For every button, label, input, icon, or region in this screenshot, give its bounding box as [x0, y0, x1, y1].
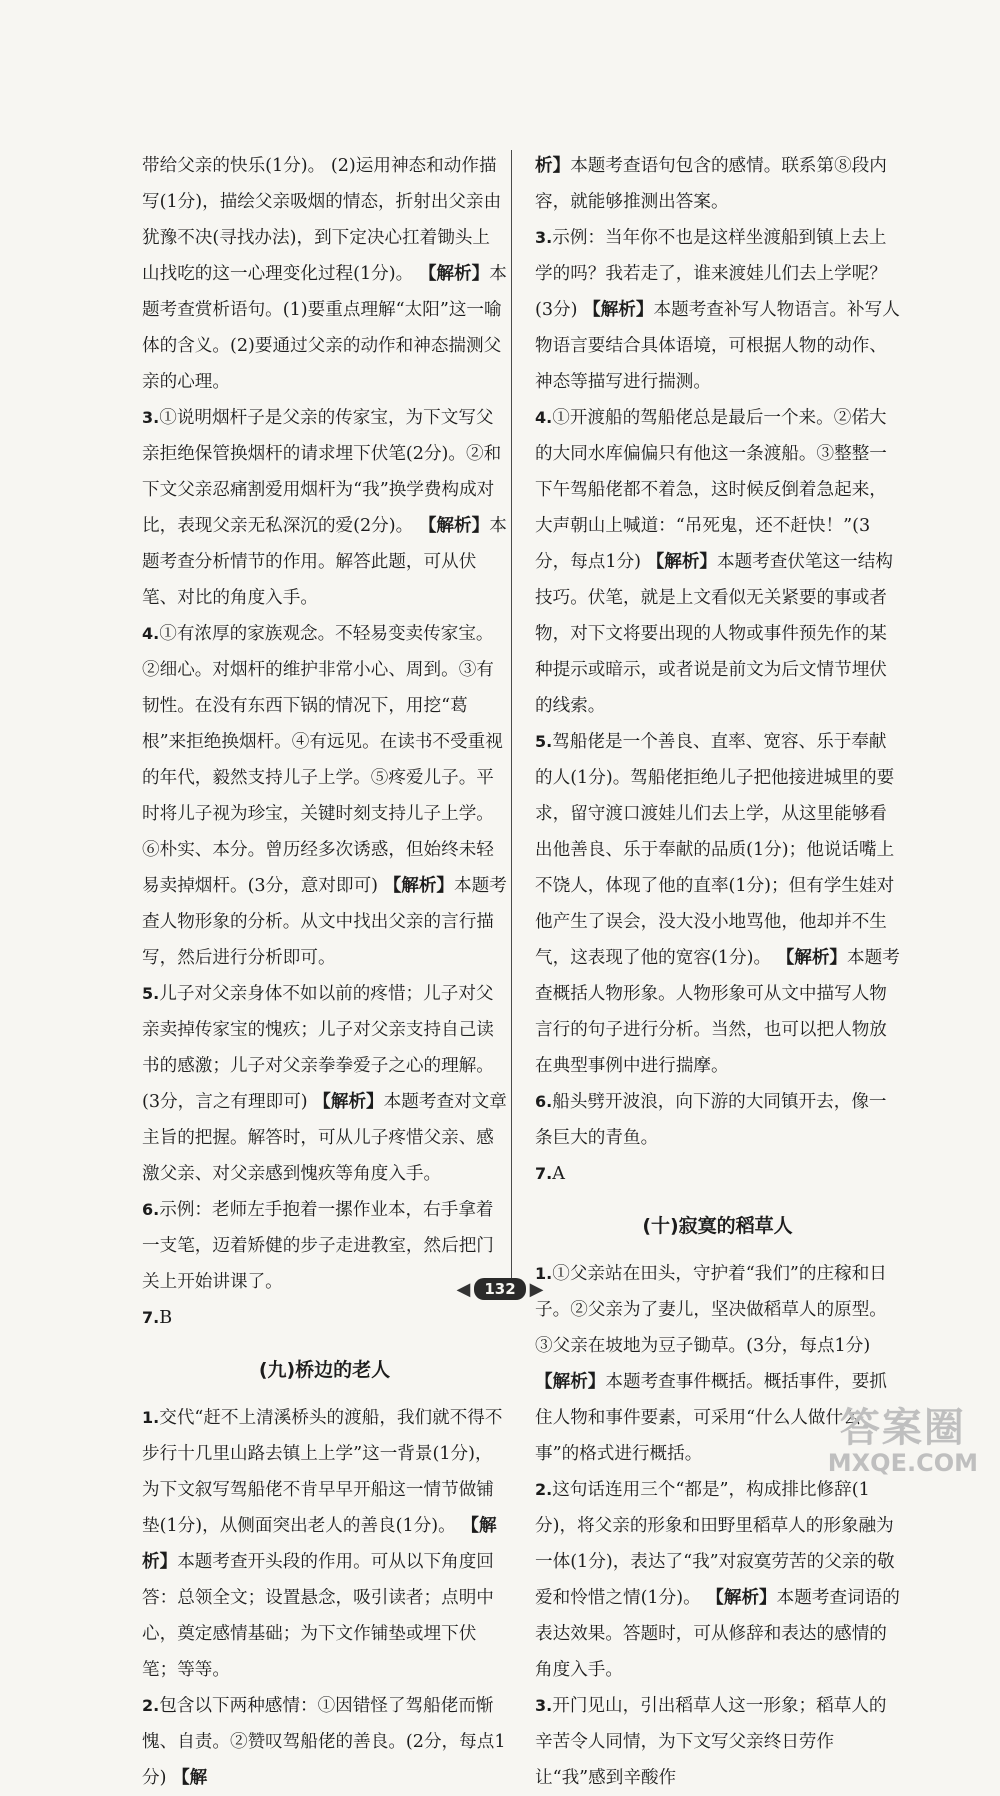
item-text: 示例：当年你不也是这样坐渡船到镇上去上学的吗？我若走了，谁来渡娃儿们去上学呢？(3分) 【解析】本题考查补写人物语言。补写人物语言要结合具体语境，可根据人物的动作、神态等描写进行揣测。 [535, 228, 900, 392]
watermark-text: 答案圈 [839, 1405, 966, 1451]
left-intro-paragraph: 带给父亲的快乐(1分)。 (2)运用神态和动作描写(1分)，描绘父亲吸烟的情态，折射出父亲由犹豫不决(寻找办法)，到下定决心扛着锄头上山找吃的这一心理变化过程(1分)。 【解析】本题考查赏析语句。(1)要重点理解“太阳”这一喻体的含义。(2)要通过父亲的动作和神态揣测父亲的心理。 [142, 156, 507, 392]
item-number: 5. [142, 984, 160, 1003]
item-text: 交代“赶不上清溪桥头的渡船，我们就不得不步行十几里山路去镇上上学”这一背景(1分)，为下文叙写驾船佬不肯早早开船这一情节做铺垫(1分)，从侧面突出老人的善良(1分)。 【解析】本题考查开头段的作用。可从以下角度回答：总领全文；设置悬念，吸引读者；点明中心，奠定感情基础；为下文作铺垫或埋下伏笔；等等。 [142, 1408, 503, 1680]
item-text: ①开渡船的驾船佬总是最后一个来。②偌大的大同水库偏偏只有他这一条渡船。③整整一下午驾船佬都不着急，这时候反倒着急起来，大声朝山上喊道：“吊死鬼，还不赶快！”(3分，每点1分) 【解析】本题考查伏笔这一结构技巧。伏笔，就是上文看似无关紧要的事或者物，对下文将要出现的人物或事件预先作的某种提示或暗示，或者说是前文为后文情节埋伏的线索。 [535, 408, 893, 716]
item-number: 4. [142, 624, 160, 643]
item-number: 6. [142, 1200, 160, 1219]
answer-item [535, 1156, 900, 1192]
analysis-tag: 【解析】 [535, 1372, 606, 1392]
section-title-9: (九)桥边的老人 [258, 1359, 391, 1381]
item-number: 5. [535, 732, 553, 751]
right-arrow-icon: ▶ [529, 1278, 544, 1300]
answer-item [142, 1300, 507, 1336]
answer-item [142, 616, 507, 976]
item-number: 2. [535, 1480, 553, 1499]
analysis-tag: 【解析】 [706, 1588, 777, 1608]
analysis-tag: 【解析】 [646, 552, 718, 572]
item-number: 6. [535, 1092, 553, 1111]
answer-item [142, 1688, 507, 1796]
item-text: 船头劈开波浪，向下游的大同镇开去，像一条巨大的青鱼。 [535, 1092, 887, 1148]
item-number: 3. [535, 1696, 553, 1715]
watermark-logo [828, 1406, 978, 1476]
analysis-tag: 【解 [172, 1768, 208, 1788]
left-column [142, 148, 507, 1796]
item-number: 1. [142, 1408, 160, 1427]
analysis-tag: 【解析】 [583, 300, 654, 320]
answer-item [142, 1400, 507, 1688]
answer-item [535, 400, 900, 724]
item-text: A [552, 1164, 565, 1184]
item-text: ①有浓厚的家族观念。不轻易变卖传家宝。②细心。对烟杆的维护非常小心、周到。③有韧性。在没有东西下锅的情况下，用挖“葛根”来拒绝换烟杆。④有远见。在读书不受重视的年代，毅然支持儿子上学。⑤疼爱儿子。平时将儿子视为珍宝，关键时刻支持儿子上学。⑥朴实、本分。曾历经多次诱惑，但始终未轻易卖掉烟杆。(3分，意对即可) 【解析】本题考查人物形象的分析。从文中找出父亲的言行描写，然后进行分析即可。 [142, 624, 507, 968]
answer-item [142, 400, 507, 616]
analysis-tag: 析】 [535, 156, 571, 176]
item-number: 2. [142, 1696, 160, 1715]
item-text: 示例：老师左手抱着一摞作业本，右手拿着一支笔，迈着矫健的步子走进教室，然后把门关上开始讲课了。 [142, 1200, 494, 1292]
item-text: 这句话连用三个“都是”，构成排比修辞(1分)，将父亲的形象和田野里稻草人的形象融为一体(1分)，表达了“我”对寂寞劳苦的父亲的敬爱和怜惜之情(1分)。 【解析】本题考查词语的表达效果。答题时，可从修辞和表达的感情的角度入手。 [535, 1480, 900, 1680]
right-column [535, 148, 900, 1796]
item-number: 7. [142, 1308, 160, 1327]
answer-item [535, 1688, 900, 1796]
answer-item [535, 1084, 900, 1156]
item-text: ①说明烟杆子是父亲的传家宝，为下文写父亲拒绝保管换烟杆的请求埋下伏笔(2分)。②和下文父亲忍痛割爱用烟杆为“我”换学费构成对比，表现父亲无私深沉的爱(2分)。 【解析】本题考查分析情节的作用。解答此题，可从伏笔、对比的角度入手。 [142, 408, 507, 608]
column-divider [511, 150, 512, 1280]
item-text: 驾船佬是一个善良、直率、宽容、乐于奉献的人(1分)。驾船佬拒绝儿子把他接进城里的要求，留守渡口渡娃儿们去上学，从这里能够看出他善良、乐于奉献的品质(1分)；他说话嘴上不饶人，体现了他的直率(1分)；但有学生娃对他产生了误会，没大没小地骂他，他却并不生气，这表现了他的宽容(1分)。 【解析】本题考查概括人物形象。人物形象可从文中描写人物言行的句子进行分析。当然，也可以把人物放在典型事例中进行揣摩。 [535, 732, 900, 1076]
item-number: 7. [535, 1164, 553, 1183]
analysis-tag: 【解析】 [313, 1092, 384, 1112]
item-number: 4. [535, 408, 553, 427]
page-number: 132 [474, 1278, 525, 1300]
analysis-tag: 【解析】 [142, 1516, 497, 1572]
item-number: 1. [535, 1264, 553, 1283]
item-text: 包含以下两种感情：①因错怪了驾船佬而惭愧、自责。②赞叹驾船佬的善良。(2分，每点1分) 【解 [142, 1696, 506, 1788]
analysis-tag: 【解析】 [418, 516, 490, 536]
item-text: B [159, 1308, 173, 1328]
answer-item [142, 976, 507, 1192]
item-text: 开门见山，引出稻草人这一形象；稻草人的辛苦令人同情，为下文写父亲终日劳作让“我”感到辛酸作 [535, 1696, 887, 1788]
item-number: 3. [535, 228, 553, 247]
answer-item [535, 220, 900, 400]
analysis-tag: 【解析】 [776, 948, 848, 968]
analysis-tag: 【解析】 [418, 264, 490, 284]
analysis-tag: 【解析】 [383, 876, 455, 896]
item-text: ①父亲站在田头，守护着“我们”的庄稼和日子。②父亲为了妻儿，坚决做稻草人的原型。③父亲在坡地为豆子锄草。(3分，每点1分) 【解析】本题考查事件概括。概括事件，要抓住人物和事件要素，可采用“什么人做什么事”的格式进行概括。 [535, 1264, 887, 1464]
page-number-badge [457, 1278, 544, 1300]
item-text: 儿子对父亲身体不如以前的疼惜；儿子对父亲卖掉传家宝的愧疚；儿子对父亲支持自己读书的感激；儿子对父亲拳拳爱子之心的理解。(3分，言之有理即可) 【解析】本题考查对文章主旨的把握。解答时，可从儿子疼惜父亲、感激父亲、对父亲感到愧疚等角度入手。 [142, 984, 507, 1184]
section-title-10: (十)寂寞的稻草人 [642, 1215, 793, 1237]
answer-item [535, 724, 900, 1084]
item-number: 3. [142, 408, 160, 427]
left-arrow-icon: ◀ [456, 1278, 471, 1300]
right-intro-paragraph: 析】本题考查语句包含的感情。联系第⑧段内容，就能够推测出答案。 [535, 156, 887, 212]
answer-item [535, 1472, 900, 1688]
page-footer [0, 1278, 1000, 1300]
watermark-url: MXQE.COM [827, 1449, 978, 1477]
